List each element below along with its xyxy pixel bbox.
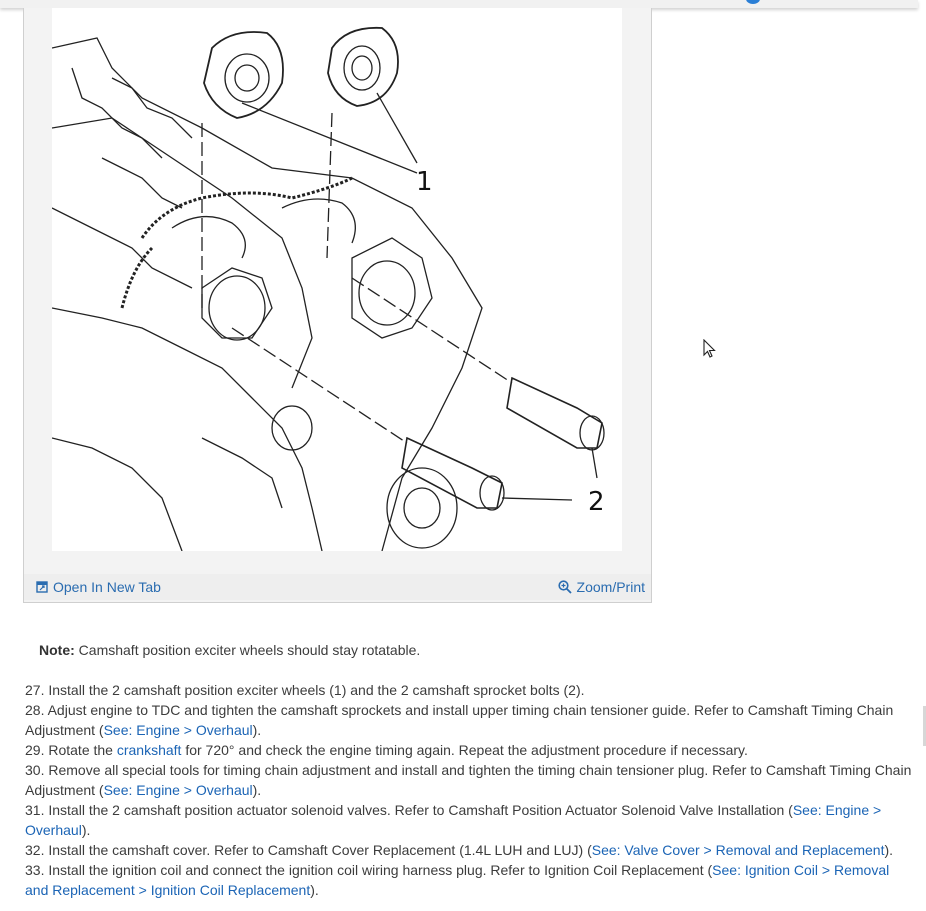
step-text: 30. Remove all special tools for timing chain adjustment and install and tighten the timing chain tensioner plug. Refer to Camshaft Timing Chain Adjustment ( bbox=[25, 762, 912, 798]
step-text: ). bbox=[81, 822, 91, 838]
step-text: 32. Install the camshaft cover. Refer to Camshaft Cover Replacement (1.4L LUH and LUJ) ( bbox=[25, 842, 592, 858]
callout-1: 1 bbox=[416, 167, 433, 197]
step-text: ). bbox=[252, 722, 262, 738]
step-27 bbox=[25, 680, 915, 700]
step-text: 31. Install the 2 camshaft position actuator solenoid valves. Refer to Camshaft Position Actuator Solenoid Valve Installation ( bbox=[25, 802, 793, 818]
step-text: 29. Rotate the bbox=[25, 742, 117, 758]
open-tab-icon bbox=[36, 581, 48, 593]
figure-toolbar bbox=[24, 574, 651, 600]
step-30 bbox=[25, 760, 915, 800]
step-32 bbox=[25, 840, 915, 860]
step-31 bbox=[25, 800, 915, 840]
engine-overhaul-link[interactable]: See: Engine > Overhaul bbox=[25, 802, 882, 838]
step-28 bbox=[25, 700, 915, 740]
engine-overhaul-link[interactable]: See: Engine > Overhaul bbox=[103, 722, 253, 738]
note bbox=[39, 640, 915, 660]
top-bar bbox=[0, 0, 918, 8]
open-new-tab-button[interactable] bbox=[36, 579, 161, 595]
step-text: for 720° and check the engine timing again. Repeat the adjustment procedure if necessary. bbox=[181, 742, 748, 758]
instructions bbox=[25, 640, 915, 900]
step-text: ). bbox=[252, 782, 262, 798]
note-text: Camshaft position exciter wheels should stay rotatable. bbox=[78, 642, 421, 658]
open-new-tab-label: Open In New Tab bbox=[53, 579, 161, 595]
step-29 bbox=[25, 740, 915, 760]
step-text: ). bbox=[884, 842, 894, 858]
step-text: ). bbox=[310, 882, 319, 898]
note-label: Note: bbox=[39, 642, 75, 658]
valve-cover-link[interactable]: See: Valve Cover > Removal and Replacement bbox=[591, 842, 885, 858]
engine-overhaul-link[interactable]: See: Engine > Overhaul bbox=[103, 782, 253, 798]
zoom-print-button[interactable] bbox=[558, 579, 645, 595]
crankshaft-link[interactable]: crankshaft bbox=[116, 742, 182, 758]
figure-panel bbox=[23, 8, 652, 603]
step-text: 28. Adjust engine to TDC and tighten the camshaft sprockets and install upper timing chain tensioner guide. Refer to Camshaft Timing Chain Adjustment ( bbox=[25, 702, 894, 738]
mouse-cursor-icon bbox=[703, 339, 717, 359]
engine-illustration bbox=[52, 8, 622, 551]
zoom-print-label: Zoom/Print bbox=[576, 579, 645, 595]
step-text: 33. Install the ignition coil and connect the ignition coil wiring harness plug. Refer to Ignition Coil Replacement ( bbox=[25, 862, 713, 878]
step-33 bbox=[25, 860, 915, 900]
account-icon[interactable] bbox=[746, 0, 760, 4]
step-text: 27. Install the 2 camshaft position exciter wheels (1) and the 2 camshaft sprocket bolts (2). bbox=[25, 682, 585, 698]
ignition-coil-link[interactable]: See: Ignition Coil > Removal and Replacement > Ignition Coil Replacement bbox=[25, 862, 890, 898]
engine-diagram bbox=[52, 8, 622, 551]
callout-2: 2 bbox=[588, 487, 605, 517]
magnifier-icon bbox=[558, 580, 572, 594]
